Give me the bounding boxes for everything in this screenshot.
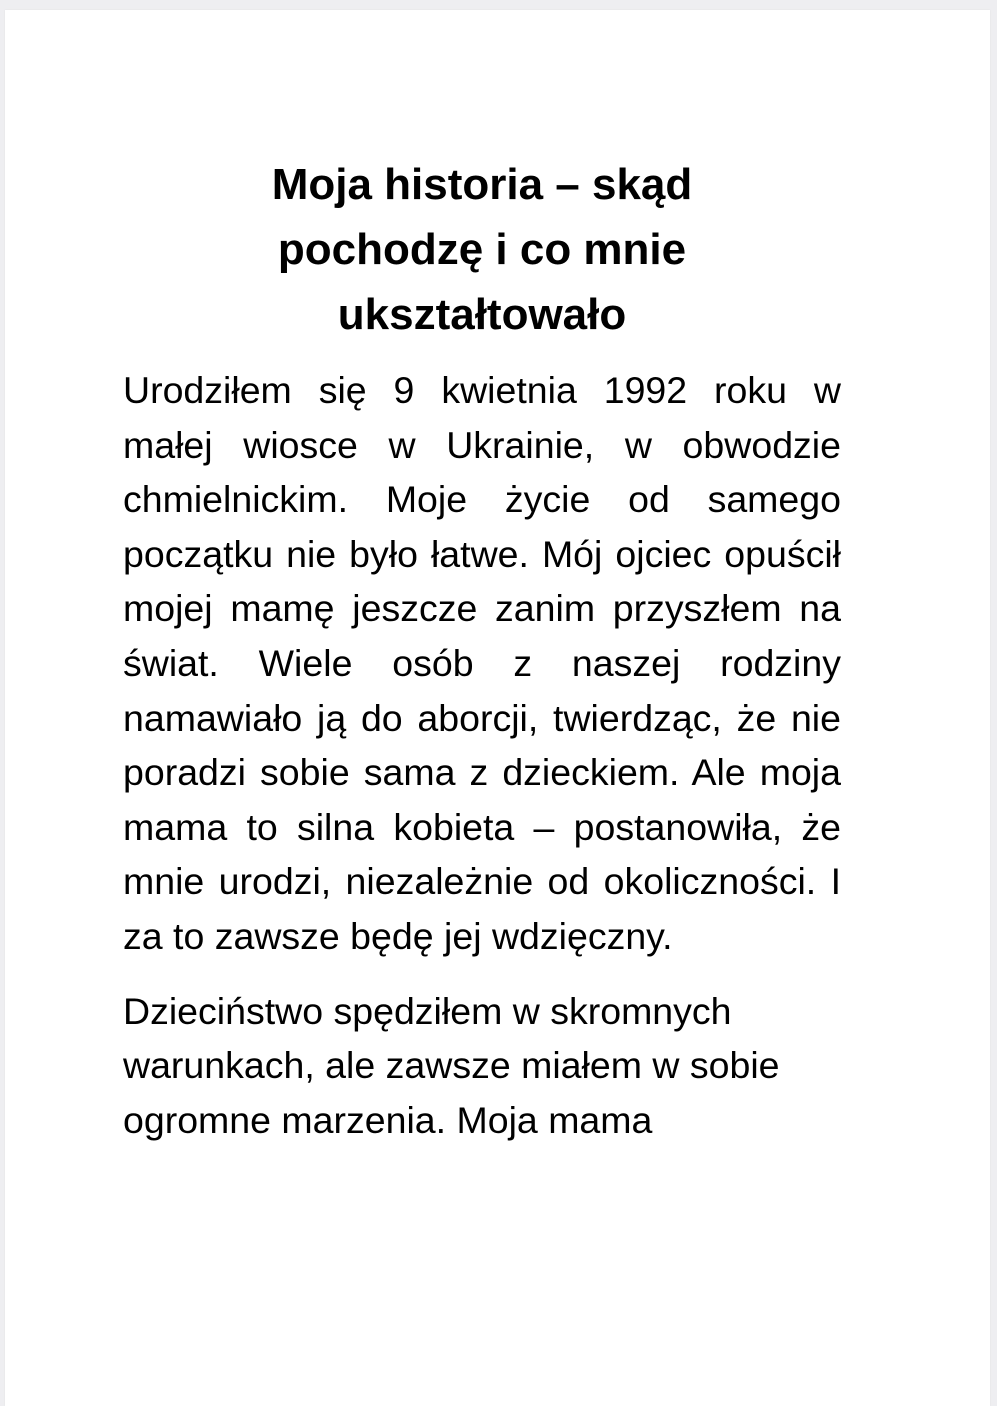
body-paragraph: Dzieciństwo spędziłem w skromnych warunkach, ale zawsze miałem w sobie ogromne marzenia. Moja mama bbox=[123, 989, 780, 1141]
document-content bbox=[123, 152, 841, 1147]
document-page bbox=[5, 10, 990, 1406]
title-line: pochodzę i co mnie bbox=[277, 225, 687, 274]
document-title bbox=[123, 152, 841, 347]
body-paragraph: Urodziłem się 9 kwietnia 1992 roku w małej wiosce w Ukrainie, w obwodzie chmielnickim. Moje życie od samego początku nie było łatwe. Mój ojciec opuścił mojej mamę jeszcze zanim przyszłem na świat. Wiele osób z naszej rodziny namawiało ją do aborcji, twierdząc, że nie poradzi sobie sama z dzieckiem. Ale moja mama to silna kobieta – postanowiła, że mnie urodzi, niezależnie od okoliczności. I za to zawsze będę jej wdzięczny. bbox=[123, 369, 841, 957]
title-line: Moja historia – skąd bbox=[271, 160, 693, 209]
title-line: ukształtowało bbox=[337, 290, 627, 339]
